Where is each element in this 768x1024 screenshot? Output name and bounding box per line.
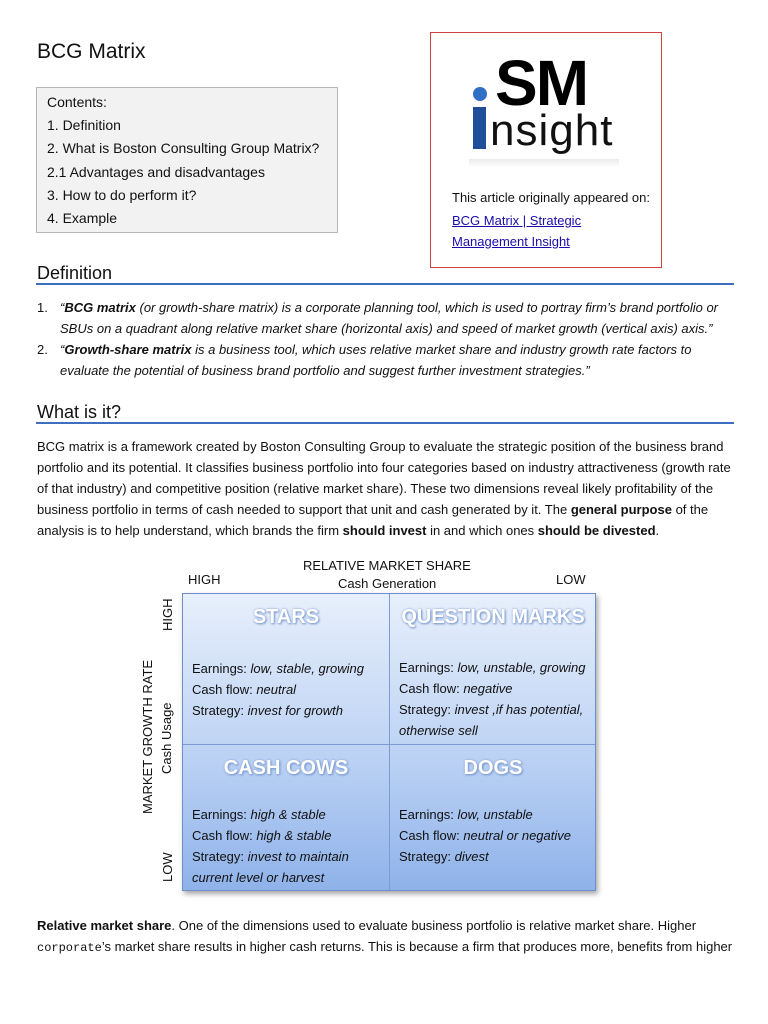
quadrant-question-marks bbox=[390, 594, 596, 744]
value: low, unstable bbox=[457, 807, 533, 822]
source-box bbox=[430, 32, 662, 268]
value: otherwise sell bbox=[399, 723, 478, 738]
axis-side-high-label: HIGH bbox=[160, 598, 175, 631]
value: current level or harvest bbox=[192, 870, 325, 885]
definition-list bbox=[37, 297, 737, 381]
list-number: 1. bbox=[37, 300, 48, 315]
label: Earnings: bbox=[192, 807, 251, 822]
text-run: . One of the dimensions used to evaluate business portfolio is relative market share. Higher bbox=[171, 918, 697, 933]
text-run: in and which ones bbox=[426, 523, 538, 538]
axis-subtitle-cash-usage: Cash Usage bbox=[159, 702, 174, 774]
quadrant-details bbox=[192, 804, 349, 888]
what-paragraph bbox=[37, 436, 737, 541]
quadrant-title: QUESTION MARKS bbox=[401, 606, 585, 628]
ism-insight-logo bbox=[467, 47, 627, 171]
term-growth-share-matrix: Growth-share matrix bbox=[64, 342, 192, 357]
value: neutral or negative bbox=[463, 828, 571, 843]
term-bcg-matrix: BCG matrix bbox=[64, 300, 136, 315]
mono-run: corporate bbox=[37, 941, 102, 955]
label: Strategy: bbox=[192, 703, 248, 718]
logo-i-dot bbox=[473, 87, 487, 101]
earnings-line bbox=[399, 657, 585, 678]
strategy-line-continued bbox=[399, 720, 585, 741]
earnings-line bbox=[192, 804, 349, 825]
bold-run: should be divested bbox=[537, 523, 656, 538]
quadrant-details bbox=[399, 657, 585, 741]
quadrant-cash-cows bbox=[183, 745, 389, 895]
what-heading: What is it? bbox=[37, 402, 122, 422]
quadrant-title: CASH COWS bbox=[223, 757, 349, 779]
table-of-contents bbox=[36, 87, 338, 233]
toc-item[interactable]: 2. What is Boston Consulting Group Matrix? bbox=[47, 140, 320, 157]
axis-title-market-growth-rate: MARKET GROWTH RATE bbox=[140, 659, 155, 814]
quote-mark: “ bbox=[60, 300, 65, 315]
text-run: ’s market share results in higher cash returns. This is because a firm that produces more, benefits from higher bbox=[101, 939, 733, 954]
strategy-line bbox=[192, 700, 364, 721]
quote-mark: “ bbox=[60, 342, 65, 357]
quadrant-details bbox=[399, 804, 571, 867]
bcg-matrix bbox=[182, 593, 596, 891]
value: invest for growth bbox=[247, 703, 344, 718]
label: Cash flow: bbox=[399, 681, 464, 696]
source-note: This article originally appeared on: bbox=[452, 190, 650, 205]
value: neutral bbox=[256, 682, 297, 697]
quadrant-stars bbox=[183, 594, 389, 744]
value: negative bbox=[463, 681, 513, 696]
section-rule bbox=[36, 422, 734, 424]
value: invest ,if has potential, bbox=[454, 702, 584, 717]
value: low, unstable, growing bbox=[457, 660, 586, 675]
value: low, stable, growing bbox=[250, 661, 364, 676]
toc-item[interactable]: 1. Definition bbox=[47, 117, 121, 134]
definition-heading: Definition bbox=[37, 263, 113, 283]
value: invest to maintain bbox=[247, 849, 349, 864]
quadrant-title: DOGS bbox=[463, 757, 523, 779]
label: Earnings: bbox=[399, 807, 458, 822]
value: divest bbox=[454, 849, 489, 864]
axis-side-low-label: LOW bbox=[160, 852, 175, 882]
text-run: of the analysis is to help understand, which brands the firm bbox=[37, 502, 709, 538]
list-number: 2. bbox=[37, 342, 48, 357]
relative-market-share-paragraph bbox=[37, 915, 737, 959]
label: Strategy: bbox=[399, 702, 455, 717]
logo-sm-text: SM bbox=[495, 47, 587, 119]
list-item bbox=[37, 297, 737, 339]
label: Cash flow: bbox=[399, 828, 464, 843]
toc-item[interactable]: 3. How to do perform it? bbox=[47, 186, 197, 203]
strategy-line-continued bbox=[192, 867, 349, 888]
section-rule bbox=[36, 283, 734, 285]
cash-flow-line bbox=[399, 825, 571, 846]
page-title: BCG Matrix bbox=[37, 40, 146, 63]
definition-text: is a business tool, which uses relative market share and industry growth rate factors to evaluate the potential of business brand portfolio and suggest further investment strategies.” bbox=[60, 342, 692, 378]
axis-high-label: HIGH bbox=[188, 572, 221, 587]
source-link[interactable] bbox=[452, 210, 581, 252]
quadrant-title: STARS bbox=[252, 606, 320, 628]
label: Cash flow: bbox=[192, 682, 257, 697]
label: Strategy: bbox=[399, 849, 455, 864]
source-link-line1: BCG Matrix | Strategic bbox=[452, 213, 582, 228]
label: Cash flow: bbox=[192, 828, 257, 843]
strategy-line bbox=[399, 699, 585, 720]
bold-run: should invest bbox=[342, 523, 427, 538]
bold-run: Relative market share bbox=[37, 918, 172, 933]
logo-reflection bbox=[469, 159, 619, 167]
toc-heading: Contents: bbox=[47, 94, 107, 110]
definition-text: (or growth-share matrix) is a corporate planning tool, which is used to portray firm’s brand portfolio or SBUs on a quadrant along relative market share (horizontal axis) and speed of market growth (vertical axis) axis.” bbox=[60, 300, 718, 336]
label: Earnings: bbox=[192, 661, 251, 676]
cash-flow-line bbox=[399, 678, 585, 699]
list-item bbox=[37, 339, 737, 381]
value: high & stable bbox=[250, 807, 326, 822]
quadrant-dogs bbox=[390, 745, 596, 895]
quadrant-details bbox=[192, 658, 364, 721]
earnings-line bbox=[192, 658, 364, 679]
axis-title-relative-market-share: RELATIVE MARKET SHARE bbox=[303, 558, 471, 573]
label: Earnings: bbox=[399, 660, 458, 675]
cash-flow-line bbox=[192, 825, 349, 846]
source-link-line2: Management Insight bbox=[452, 234, 570, 249]
cash-flow-line bbox=[192, 679, 364, 700]
bold-run: general purpose bbox=[570, 502, 672, 517]
strategy-line bbox=[192, 846, 349, 867]
toc-item[interactable]: 2.1 Advantages and disadvantages bbox=[47, 163, 265, 180]
toc-item[interactable]: 4. Example bbox=[47, 210, 118, 227]
strategy-line bbox=[399, 846, 571, 867]
axis-subtitle-cash-generation: Cash Generation bbox=[338, 576, 437, 591]
earnings-line bbox=[399, 804, 571, 825]
logo-i-stem bbox=[473, 107, 486, 149]
logo-insight-text: nsight bbox=[490, 106, 614, 155]
text-run: BCG matrix is a framework created by Boston Consulting Group to evaluate the strategic position of the business brand portfolio and its potential. It classifies business portfolio into four categories based on industry attractiveness (growth rate of that industry) and competitive position (relative market share). These two dimensions reveal likely profitability of the business portfolio in terms of cash needed to support that unit and cash generated by it. The bbox=[37, 439, 731, 517]
text-run: . bbox=[655, 523, 660, 538]
axis-low-label: LOW bbox=[556, 572, 586, 587]
label: Strategy: bbox=[192, 849, 248, 864]
value: high & stable bbox=[256, 828, 332, 843]
